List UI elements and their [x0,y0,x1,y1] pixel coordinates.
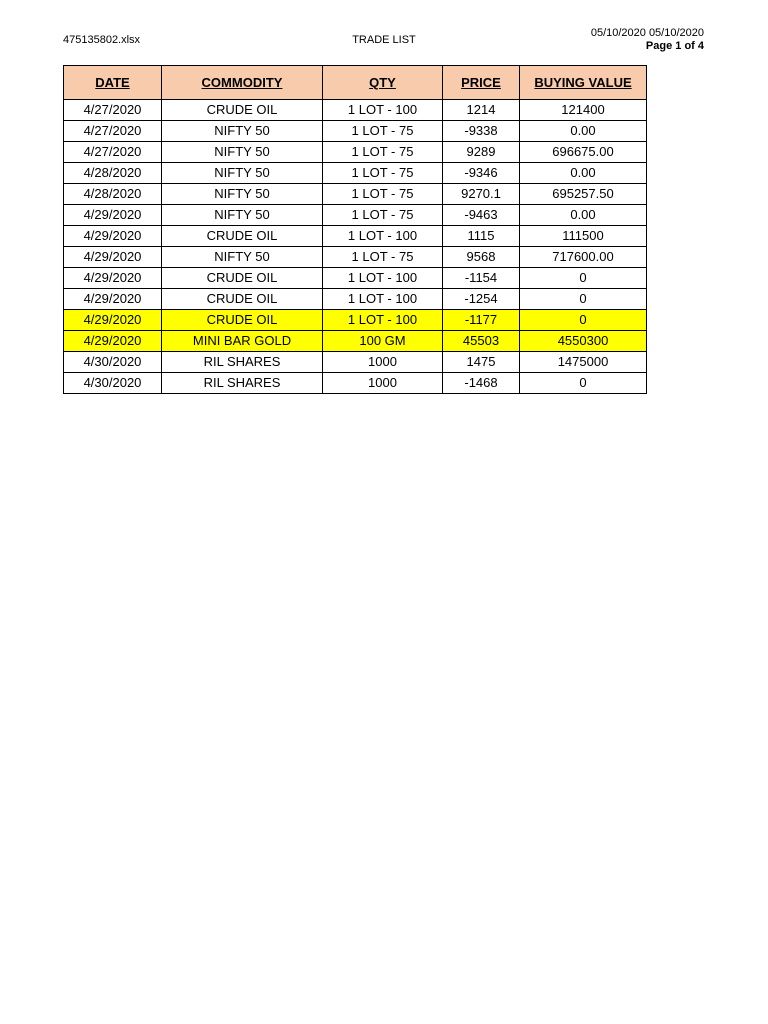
cell-commodity: NIFTY 50 [162,247,323,268]
file-name: 475135802.xlsx [63,34,141,46]
table-body [64,100,647,394]
cell-price: -1254 [443,289,520,310]
cell-buying-value: 696675.00 [520,142,647,163]
cell-date: 4/29/2020 [64,310,162,331]
cell-price: 45503 [443,331,520,352]
cell-price: -9463 [443,205,520,226]
cell-commodity: NIFTY 50 [162,184,323,205]
cell-qty: 1 LOT - 100 [323,289,443,310]
cell-qty: 1000 [323,352,443,373]
cell-buying-value: 0.00 [520,205,647,226]
trade-table [63,65,647,394]
cell-price: -1468 [443,373,520,394]
cell-qty: 1 LOT - 75 [323,184,443,205]
cell-date: 4/29/2020 [64,226,162,247]
cell-commodity: RIL SHARES [162,373,323,394]
print-info [591,27,704,53]
cell-commodity: CRUDE OIL [162,268,323,289]
column-header-price: PRICE [443,66,520,100]
cell-date: 4/29/2020 [64,268,162,289]
table-row [64,121,647,142]
cell-price: -9338 [443,121,520,142]
cell-buying-value: 121400 [520,100,647,121]
cell-qty: 1 LOT - 75 [323,142,443,163]
cell-commodity: CRUDE OIL [162,289,323,310]
cell-buying-value: 717600.00 [520,247,647,268]
cell-price: 9270.1 [443,184,520,205]
cell-date: 4/29/2020 [64,331,162,352]
cell-qty: 1 LOT - 100 [323,310,443,331]
cell-date: 4/29/2020 [64,247,162,268]
cell-buying-value: 0.00 [520,121,647,142]
page-number: Page 1 of 4 [645,40,704,52]
table-row [64,184,647,205]
cell-commodity: NIFTY 50 [162,205,323,226]
cell-buying-value: 0 [520,268,647,289]
table-row [64,100,647,121]
cell-price: 9289 [443,142,520,163]
cell-commodity: CRUDE OIL [162,100,323,121]
print-date: 05/10/2020 05/10/2020 [590,27,704,39]
table-row [64,205,647,226]
table-row [64,310,647,331]
column-header-qty: QTY [323,66,443,100]
page-title: TRADE LIST [352,34,416,46]
cell-qty: 1 LOT - 100 [323,100,443,121]
cell-commodity: NIFTY 50 [162,121,323,142]
table-row [64,226,647,247]
cell-date: 4/27/2020 [64,121,162,142]
cell-price: 1214 [443,100,520,121]
cell-qty: 1 LOT - 100 [323,226,443,247]
cell-date: 4/28/2020 [64,163,162,184]
cell-price: -9346 [443,163,520,184]
cell-buying-value: 1475000 [520,352,647,373]
cell-date: 4/28/2020 [64,184,162,205]
cell-date: 4/27/2020 [64,142,162,163]
table-row [64,352,647,373]
cell-date: 4/30/2020 [64,352,162,373]
column-header-buying-value: BUYING VALUE [520,66,647,100]
cell-qty: 100 GM [323,331,443,352]
cell-buying-value: 0.00 [520,163,647,184]
cell-date: 4/29/2020 [64,289,162,310]
cell-buying-value: 695257.50 [520,184,647,205]
cell-qty: 1 LOT - 75 [323,205,443,226]
table-row [64,373,647,394]
cell-commodity: NIFTY 50 [162,163,323,184]
cell-price: 9568 [443,247,520,268]
cell-date: 4/29/2020 [64,205,162,226]
cell-commodity: CRUDE OIL [162,226,323,247]
cell-price: -1177 [443,310,520,331]
cell-buying-value: 4550300 [520,331,647,352]
cell-buying-value: 0 [520,373,647,394]
cell-buying-value: 0 [520,310,647,331]
cell-qty: 1 LOT - 75 [323,121,443,142]
cell-commodity: CRUDE OIL [162,310,323,331]
cell-date: 4/27/2020 [64,100,162,121]
cell-date: 4/30/2020 [64,373,162,394]
cell-qty: 1 LOT - 75 [323,163,443,184]
cell-price: 1475 [443,352,520,373]
table-row [64,331,647,352]
table-header-row [64,66,647,100]
table-row [64,268,647,289]
table-row [64,163,647,184]
table-row [64,289,647,310]
cell-commodity: NIFTY 50 [162,142,323,163]
cell-qty: 1000 [323,373,443,394]
cell-commodity: MINI BAR GOLD [162,331,323,352]
cell-price: 1115 [443,226,520,247]
column-header-commodity: COMMODITY [162,66,323,100]
cell-price: -1154 [443,268,520,289]
table-row [64,142,647,163]
cell-buying-value: 0 [520,289,647,310]
column-header-date: DATE [64,66,162,100]
cell-commodity: RIL SHARES [162,352,323,373]
cell-buying-value: 111500 [520,226,647,247]
cell-qty: 1 LOT - 75 [323,247,443,268]
table-row [64,247,647,268]
cell-qty: 1 LOT - 100 [323,268,443,289]
